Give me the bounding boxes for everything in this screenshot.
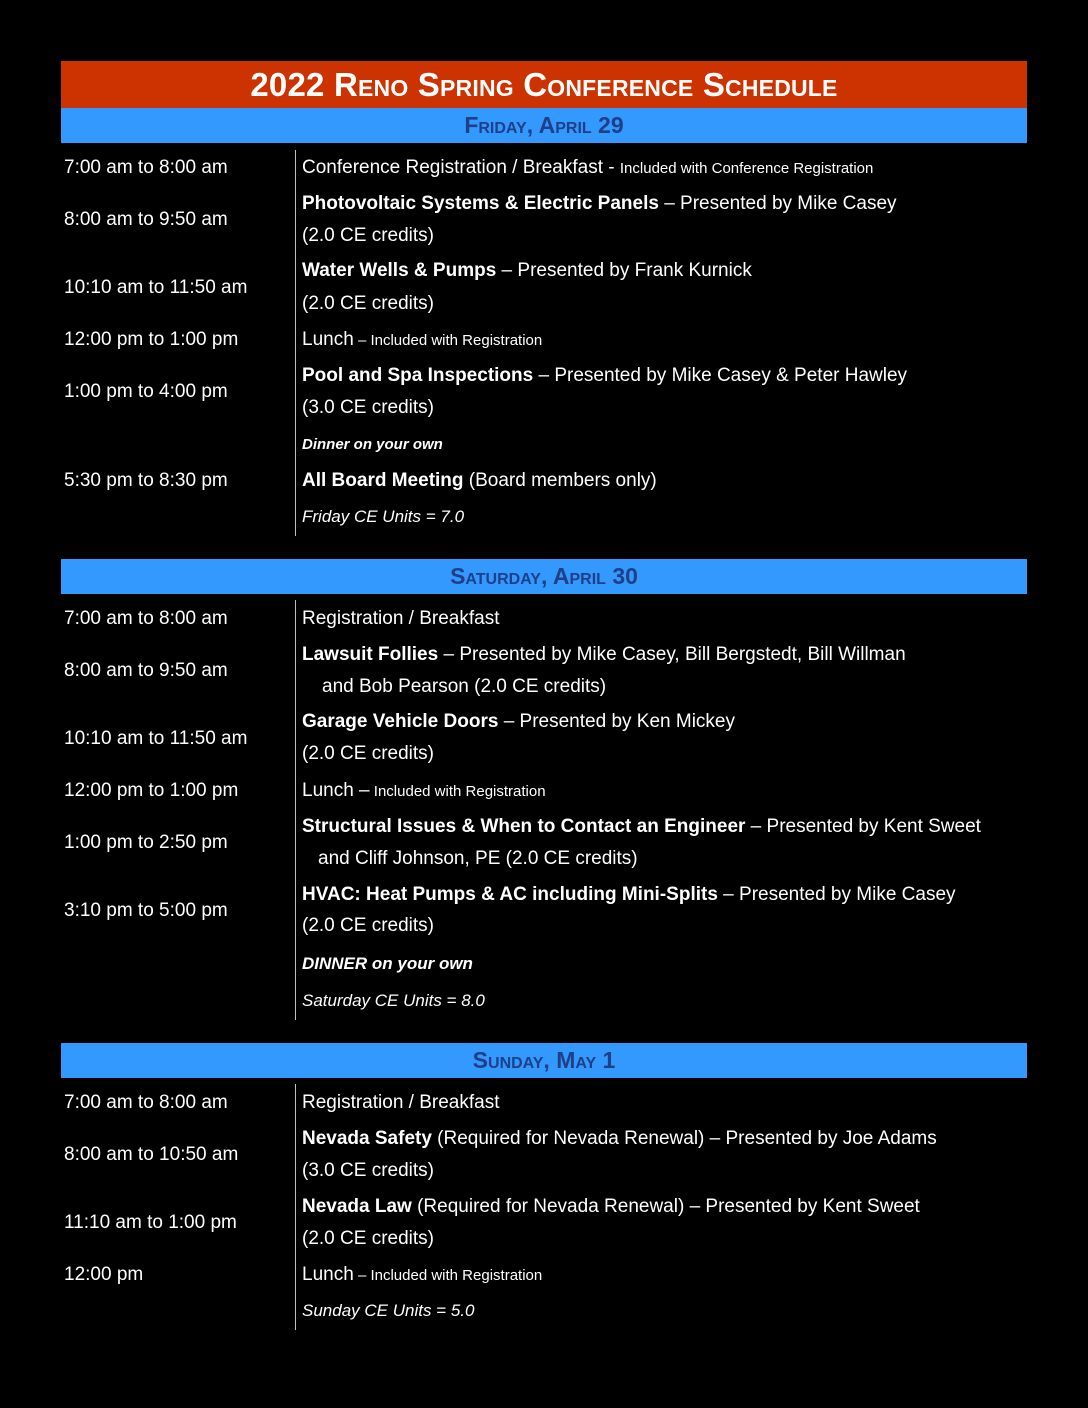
dinner-note: Dinner on your own xyxy=(302,436,443,453)
session-title: Photovoltaic Systems & Electric Panels – Presented by Mike Casey xyxy=(302,193,897,214)
day-heading-sunday: Sunday, May 1 xyxy=(61,1043,1027,1078)
time-slot: 7:00 am to 8:00 am xyxy=(64,157,228,178)
session-title: Water Wells & Pumps – Presented by Frank Kurnick xyxy=(302,260,752,281)
column-divider xyxy=(295,1084,296,1330)
session-lunch: Lunch – Included with Registration xyxy=(302,1264,543,1285)
time-slot: 10:10 am to 11:50 am xyxy=(64,728,248,749)
session-lunch: Lunch – Included with Registration xyxy=(302,780,546,801)
page-title: 2022 Reno Spring Conference Schedule xyxy=(61,61,1027,108)
time-slot: 10:10 am to 11:50 am xyxy=(64,277,248,298)
session-title: Garage Vehicle Doors – Presented by Ken Mickey xyxy=(302,711,735,732)
time-slot: 7:00 am to 8:00 am xyxy=(64,1092,228,1113)
session-credits: (3.0 CE credits) xyxy=(302,1160,434,1181)
session-credits: (2.0 CE credits) xyxy=(302,225,434,246)
time-slot: 8:00 am to 10:50 am xyxy=(64,1144,239,1165)
time-slot: 5:30 pm to 8:30 pm xyxy=(64,470,228,491)
time-slot: 11:10 am to 1:00 pm xyxy=(64,1212,237,1233)
session-title: All Board Meeting (Board members only) xyxy=(302,470,657,491)
ce-units-total: Sunday CE Units = 5.0 xyxy=(302,1301,475,1320)
time-slot: 8:00 am to 9:50 am xyxy=(64,660,228,681)
session-registration: Registration / Breakfast xyxy=(302,608,500,629)
time-slot: 12:00 pm to 1:00 pm xyxy=(64,329,239,350)
session-credits: (2.0 CE credits) xyxy=(302,743,434,764)
time-slot: 3:10 pm to 5:00 pm xyxy=(64,900,228,921)
session-title: Lawsuit Follies – Presented by Mike Casey, Bill Bergstedt, Bill Willman xyxy=(302,644,906,665)
session-registration: Conference Registration / Breakfast - Included with Conference Registration xyxy=(302,157,874,178)
time-slot: 12:00 pm xyxy=(64,1264,144,1285)
session-title: Structural Issues & When to Contact an Engineer – Presented by Kent Sweet xyxy=(302,816,981,837)
day-heading-saturday: Saturday, April 30 xyxy=(61,559,1027,594)
day-heading-friday: Friday, April 29 xyxy=(61,108,1027,143)
column-divider xyxy=(295,600,296,1020)
session-registration: Registration / Breakfast xyxy=(302,1092,500,1113)
session-title: HVAC: Heat Pumps & AC including Mini-Splits – Presented by Mike Casey xyxy=(302,884,956,905)
session-title: Nevada Law (Required for Nevada Renewal) – Presented by Kent Sweet xyxy=(302,1196,920,1217)
session-presenters-cont: and Cliff Johnson, PE (2.0 CE credits) xyxy=(318,848,638,869)
session-title: Pool and Spa Inspections – Presented by Mike Casey & Peter Hawley xyxy=(302,365,908,386)
time-slot: 12:00 pm to 1:00 pm xyxy=(64,780,239,801)
time-slot: 7:00 am to 8:00 am xyxy=(64,608,228,629)
dinner-note: DINNER on your own xyxy=(302,954,473,973)
session-lunch: Lunch – Included with Registration xyxy=(302,329,543,350)
session-credits: (2.0 CE credits) xyxy=(302,915,434,936)
session-credits: (2.0 CE credits) xyxy=(302,293,434,314)
session-credits: (2.0 CE credits) xyxy=(302,1228,434,1249)
column-divider xyxy=(295,150,296,536)
session-presenters-cont: and Bob Pearson (2.0 CE credits) xyxy=(322,676,607,697)
session-title: Nevada Safety (Required for Nevada Renewal) – Presented by Joe Adams xyxy=(302,1128,937,1149)
time-slot: 8:00 am to 9:50 am xyxy=(64,209,228,230)
time-slot: 1:00 pm to 2:50 pm xyxy=(64,832,228,853)
time-slot: 1:00 pm to 4:00 pm xyxy=(64,381,228,402)
session-credits: (3.0 CE credits) xyxy=(302,397,434,418)
ce-units-total: Friday CE Units = 7.0 xyxy=(302,507,465,526)
ce-units-total: Saturday CE Units = 8.0 xyxy=(302,991,485,1010)
